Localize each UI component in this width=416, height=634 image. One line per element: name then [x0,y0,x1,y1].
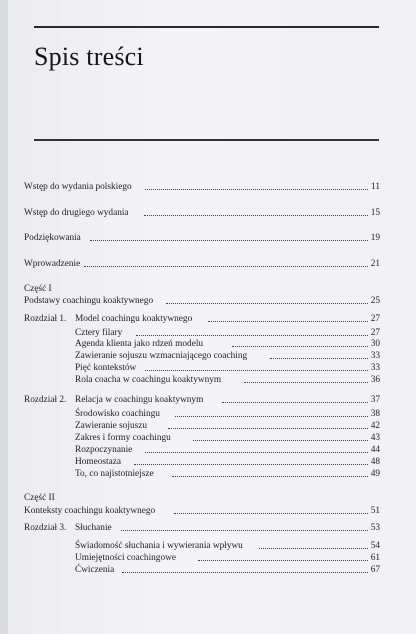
section-page: 30 [370,339,380,349]
section-label: Ćwiczenia [75,565,115,575]
chapter-heading [8,393,416,407]
section-label: Agenda klienta jako rdzeń modelu [75,339,204,349]
toc-entry-page: 11 [371,182,380,192]
chapter-number: Rozdział 2. [24,395,67,405]
section-page: 48 [370,457,380,467]
toc-entry-page: 15 [370,208,380,218]
toc-entry [8,257,416,271]
toc-section [8,467,416,481]
dot-leader [259,539,368,549]
toc-entry-page: 19 [370,233,380,243]
chapter-heading [8,312,416,326]
section-page: 38 [370,409,380,419]
toc-entry-page: 21 [370,259,380,269]
toc-entry-label: Wprowadzenie [24,259,81,269]
part-heading [8,504,416,518]
section-label: Umiejętności coachingowe [75,553,176,563]
section-page: 42 [370,421,380,431]
toc-section [8,373,416,387]
dot-leader [122,563,368,573]
dot-leader [136,326,368,336]
dot-leader [232,337,368,347]
chapter-page: 53 [370,523,380,533]
dot-leader [134,455,368,465]
section-page: 36 [370,375,380,385]
chapter-page: 37 [370,395,380,405]
dot-leader [168,419,368,429]
section-label: Rozpoczynanie [75,445,133,455]
section-label: Świadomość słuchania i wywierania wpływu [75,541,243,551]
dot-leader [270,349,368,359]
section-label: Środowisko coachingu [75,409,160,419]
part-page: 51 [370,506,380,516]
section-page: 33 [370,363,380,373]
section-label: To, co najistotniejsze [75,469,154,479]
dot-leader [193,431,368,441]
dot-leader [121,521,368,531]
dot-leader [166,294,368,304]
toc-entry [8,231,416,245]
top-rule [34,26,379,28]
section-page: 27 [370,328,380,338]
page-title: Spis treści [34,42,144,71]
toc-entry [8,180,416,194]
section-label: Homeostaza [75,457,121,467]
section-page: 61 [370,553,380,563]
toc-entry-label: Podziękowania [24,233,81,243]
section-page: 44 [370,445,380,455]
section-label: Rola coacha w coachingu koaktywnym [75,375,222,385]
part-label: Część II [24,493,55,503]
section-label: Pięć kontekstów [75,363,137,373]
part-title: Podstawy coachingu koaktywnego [24,296,154,306]
toc-entry-label: Wstęp do drugiego wydania [24,208,129,218]
chapter-number: Rozdział 3. [24,523,67,533]
section-label: Zakres i formy coachingu [75,433,171,443]
dot-leader [208,312,368,322]
section-page: 54 [370,541,380,551]
chapter-title: Słuchanie [75,523,112,533]
chapter-title: Relacja w coachingu koaktywnym [75,395,204,405]
dot-leader [145,361,368,371]
toc-section [8,563,416,577]
dot-leader [175,407,368,417]
title-underline-rule [34,139,379,141]
toc-entry-label: Wstęp do wydania polskiego [24,182,132,192]
dot-leader [244,373,368,383]
part-title: Konteksty coachingu koaktywnego [24,506,156,516]
chapter-heading [8,521,416,535]
chapter-number: Rozdział 1. [24,314,67,324]
section-page: 43 [370,433,380,443]
dot-leader [144,206,368,216]
section-page: 67 [370,565,380,575]
part-label: Część I [24,284,52,294]
dot-leader [172,467,368,477]
dot-leader [198,551,368,561]
section-label: Zawieranie sojuszu [75,421,148,431]
dot-leader [174,504,368,514]
chapter-page: 27 [370,314,380,324]
dot-leader [222,393,368,403]
section-label: Cztery filary [75,328,123,338]
section-page: 33 [370,351,380,361]
part-page: 25 [370,296,380,306]
chapter-title: Model coachingu koaktywnego [75,314,193,324]
dot-leader [90,231,368,241]
section-page: 49 [370,469,380,479]
part-heading [8,294,416,308]
book-page [8,0,416,634]
dot-leader [84,257,368,267]
dot-leader [145,443,368,453]
toc-entry [8,206,416,220]
dot-leader [145,180,368,190]
section-label: Zawieranie sojuszu wzmacniającego coaching [75,351,248,361]
